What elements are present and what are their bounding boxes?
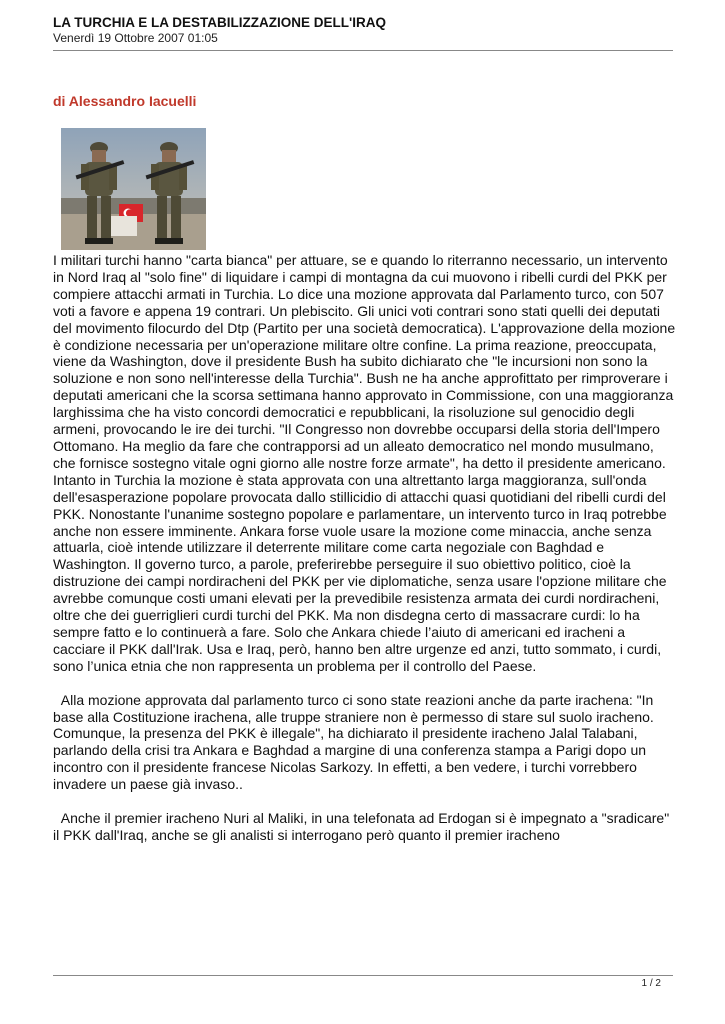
footer-divider	[53, 975, 673, 976]
header-divider	[53, 50, 673, 51]
soldiers-photo	[61, 128, 206, 250]
paragraph-3: Anche il premier iracheno Nuri al Maliki, in una telefonata ad Erdogan si è impegnato a "sradicare" il PKK dall'Iraq, anche se gli analisti si interrogano però quanto il premier iracheno	[53, 810, 674, 843]
article-title: LA TURCHIA E LA DESTABILIZZAZIONE DELL'IRAQ	[53, 15, 386, 30]
article-author: di Alessandro Iacuelli	[53, 93, 197, 109]
page-number: 1 / 2	[641, 978, 661, 989]
paragraph-2: Alla mozione approvata dal parlamento turco ci sono state reazioni anche da parte irachena: "In base alla Costituzione irachena, alle truppe straniere non è permesso di stare sul suolo iracheno. Comunque, la presenza del PKK è illegale", ha dichiarato il presidente iracheno Jalal Talabani, parlando della crisi tra Ankara e Baghdad a margine di una conferenza stampa a Parigi dopo un incontro con il presidente francese Nicolas Sarkozy. In effetti, a ben vedere, i turchi vorrebbero invadere un paese già invaso..	[53, 691, 658, 793]
paragraph-1: I militari turchi hanno "carta bianca" per attuare, se e quando lo riterranno necessario, un intervento in Nord Iraq al "solo fine" di liquidare i campi di montagna da cui muovono i ribelli curdi del PKK per compiere attacchi armati in Turchia. Lo dice una mozione approvata dal Parlamento turco, con 507 voti a favore e appena 19 contrari. Un plebiscito. Gli unici voti contrari sono stati quelli dei deputati del movimento filocurdo del Dtp (Partito per una società democratica). L'approvazione della mozione è condizione necessaria per un'operazione militare oltre confine. La prima reazione, preoccupata, viene da Washington, dove il presidente Bush ha subito dichiarato che "le incursioni non sono la soluzione e non sono nell'interesse della Turchia". Bush ne ha anche approfittato per rimproverare i deputati americani che la scorsa settimana hanno approvato in Commissione, con una maggioranza larghissima che ha visto concordi democratici e repubblicani, la risoluzione sul genocidio degli armeni, provocando le ire dei turchi. "Il Congresso non dovrebbe occuparsi della storia dell'Impero Ottomano. Ha meglio da fare che contrapporsi ad un alleato democratico nel mondo musulmano, che fornisce sostegno vitale ogni giorno alle nostre forze armate", ha detto il presidente americano. Intanto in Turchia la mozione è stata approvata con una altrettanto larga maggioranza, sull'onda dell'esasperazione popolare provocata dallo stillicidio di attacchi quasi quotidiani del ribelli curdi del PKK. Nonostante l'unanime sostegno popolare e parlamentare, un intervento turco in Iraq potrebbe anche non essere imminente. Ankara forse vuole usare la mozione come minaccia, anche senza attuarla, cioè intende utilizzare il deterrente militare come carta negoziale con Baghdad e Washington. Il governo turco, a parole, preferirebbe perseguire il suo obiettivo politico, cioè la distruzione dei campi nordiracheni del PKK per vie diplomatiche, senza usare l'opzione militare che avrebbe comunque costi umani elevati per la prevedibile resistenza armata dei curdi nordiracheni, oltre che dei guerriglieri curdi turchi del PKK. Ma non disdegna certo di massacrare curdi: lo ha sempre fatto e lo continuerà a fare. Solo che Ankara chiede l’aiuto di americani ed iracheni a cacciare il PKK dall'Irak. Usa e Iraq, però, hanno ben altre urgenze ed anzi, tutto sommato, i curdi, sono l’unica etnia che non rappresenta un problema per il controllo del Paese.	[53, 252, 676, 674]
document-header	[53, 15, 673, 45]
article-body	[53, 252, 678, 844]
publish-date: Venerdì 19 Ottobre 2007 01:05	[53, 31, 218, 45]
